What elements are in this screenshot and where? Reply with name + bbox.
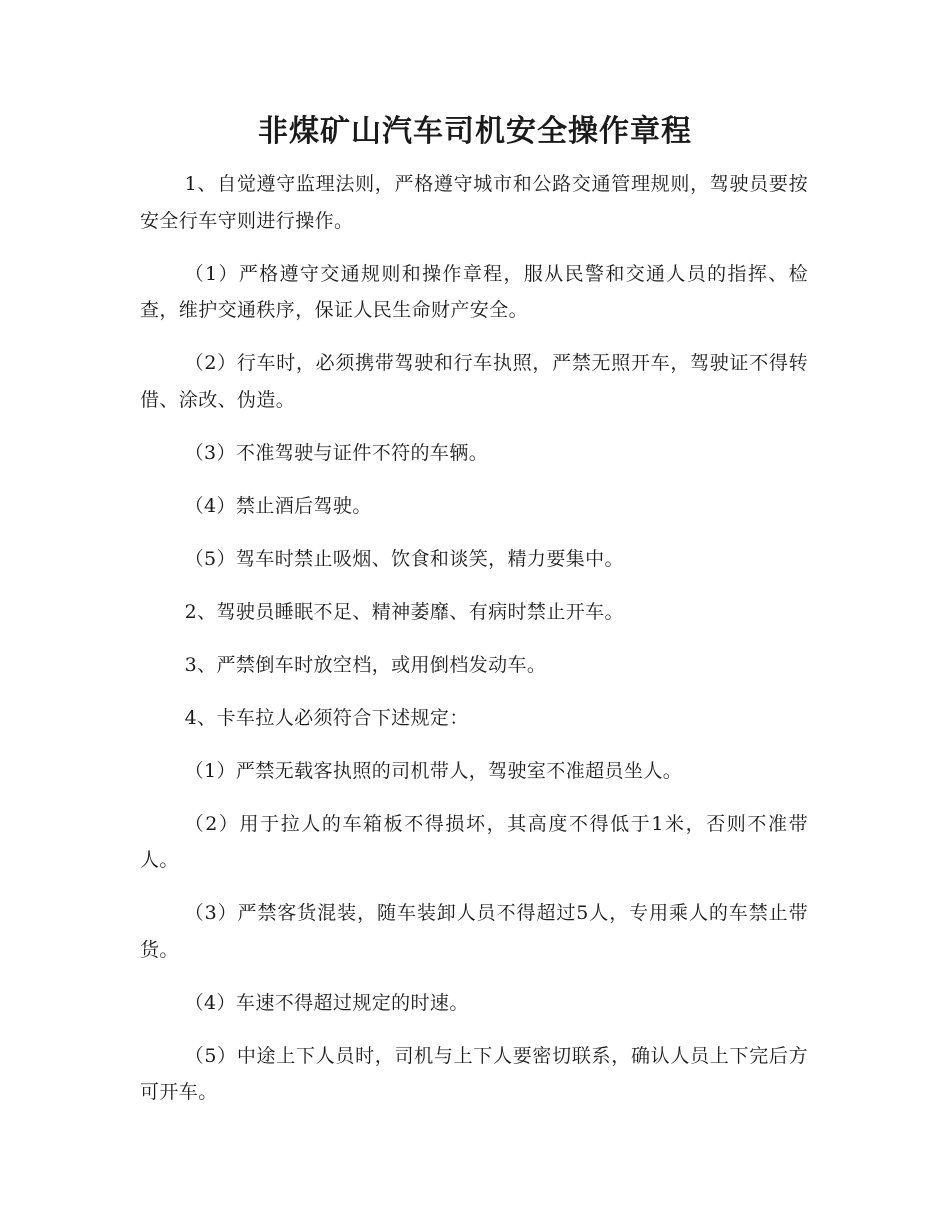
paragraph-1: 1、自觉遵守监理法则，严格遵守城市和公路交通管理规则，驾驶员要按安全行车守则进行操作。 xyxy=(140,173,808,232)
paragraph-4-4: （4）车速不得超过规定的时速。 xyxy=(184,991,469,1014)
paragraph-4-2: （2）用于拉人的车箱板不得损坏，其高度不得低于1米，否则不准带人。 xyxy=(140,812,808,871)
paragraph-4-1: （1）严禁无载客执照的司机带人，驾驶室不准超员坐人。 xyxy=(184,759,683,782)
document-title: 非煤矿山汽车司机安全操作章程 xyxy=(258,114,692,149)
paragraph-1-4: （4）禁止酒后驾驶。 xyxy=(184,494,372,517)
paragraph-3: 3、严禁倒车时放空档，或用倒档发动车。 xyxy=(184,653,547,676)
paragraph-1-3: （3）不准驾驶与证件不符的车辆。 xyxy=(184,441,489,464)
paragraph-4: 4、卡车拉人必须符合下述规定： xyxy=(184,706,469,729)
paragraph-1-1: （1）严格遵守交通规则和操作章程，服从民警和交通人员的指挥、检查，维护交通秩序，保证人民生命财产安全。 xyxy=(140,262,808,321)
paragraph-4-3: （3）严禁客货混装，随车装卸人员不得超过5人，专用乘人的车禁止带货。 xyxy=(140,902,808,961)
document-body xyxy=(140,166,808,1127)
paragraph-4-5: （5）中途上下人员时，司机与上下人要密切联系，确认人员上下完后方可开车。 xyxy=(140,1044,808,1103)
paragraph-1-5: （5）驾车时禁止吸烟、饮食和谈笑，精力要集中。 xyxy=(184,547,624,570)
paragraph-1-2: （2）行车时，必须携带驾驶和行车执照，严禁无照开车，驾驶证不得转借、涂改、伪造。 xyxy=(140,352,808,411)
paragraph-2: 2、驾驶员睡眠不足、精神萎靡、有病时禁止开车。 xyxy=(184,600,624,623)
